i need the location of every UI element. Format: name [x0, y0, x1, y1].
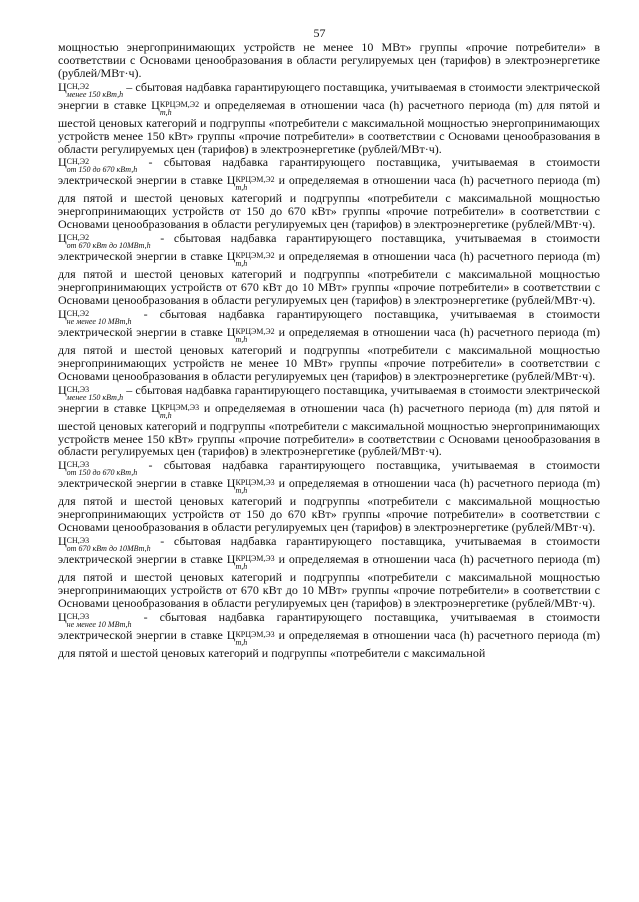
tariff-symbol: Ц СН,Э3 от 670 кВт до 10МВт,h — [58, 534, 151, 554]
rate-symbol: Ц КРЦЭМ,Э2 m,h — [226, 249, 275, 269]
rate-symbol: Ц КРЦЭМ,Э3 m,h — [151, 400, 200, 420]
definition-paragraph — [58, 81, 600, 156]
definition-text: - сбытовая надбавка гарантирующего поставщика, учитываемая в стоимости электрической энергии в ставке — [58, 534, 600, 567]
definition-text: – сбытовая надбавка гарантирующего поставщика, учитываемая в стоимости электрической энергии в ставке — [58, 382, 600, 415]
rate-symbol: Ц КРЦЭМ,Э2 m,h — [151, 97, 200, 117]
page-number: 57 — [313, 26, 326, 40]
rate-symbol: Ц КРЦЭМ,Э2 m,h — [226, 324, 275, 344]
rate-symbol: Ц КРЦЭМ,Э3 m,h — [226, 627, 275, 647]
tariff-symbol: Ц СН,Э3 менее 150 кВт,h — [58, 382, 124, 402]
definition-paragraph — [58, 611, 600, 660]
definition-text-continued: и определяемая в отношении часа (h) расчетного периода (m) для пятой и шестой ценовых категорий и подгруппы «потребители с максимальной мощностью энергопринимающих устройств от 670 кВт до 10 МВт» группы «прочие потребители» в соответствии с Основами ценообразования в области регулируемых цен (тарифов) в электроэнергетике (рублей/МВт·ч). — [58, 249, 600, 307]
definition-text: - сбытовая надбавка гарантирующего поставщика, учитываемая в стоимости электрической энергии в ставке — [58, 306, 600, 339]
tariff-symbol: Ц СН,Э2 менее 150 кВт,h — [58, 79, 124, 99]
paragraph-text: мощностью энергопринимающих устройств не менее 10 МВт» группы «прочие потребители» в соответствии с Основами ценообразования в области регулируемых цен (тарифов) в электроэнергетике (рублей/МВт·ч). — [58, 40, 600, 80]
rate-symbol: Ц КРЦЭМ,Э2 m,h — [226, 173, 275, 193]
tariff-symbol: Ц СН,Э2 от 150 до 670 кВт,h — [58, 155, 138, 175]
document-body — [58, 41, 600, 661]
definition-text-continued: и определяемая в отношении часа (h) расчетного периода (m) для пятой и шестой ценовых категорий и подгруппы «потребители с максимальной мощностью энергопринимающих устройств от 150 до 670 кВт» группы «прочие потребители» в соответствии с Основами ценообразования в области регулируемых цен (тарифов) в электроэнергетике (рублей/МВт·ч). — [58, 173, 600, 232]
tariff-symbol: Ц СН,Э3 от 150 до 670 кВт,h — [58, 458, 138, 478]
rate-symbol: Ц КРЦЭМ,Э3 m,h — [226, 476, 275, 496]
definition-text: - сбытовая надбавка гарантирующего поставщика, учитываемая в стоимости электрической энергии в ставке — [58, 155, 600, 188]
definition-text: - сбытовая надбавка гарантирующего поставщика, учитываемая в стоимости электрической энергии в ставке — [58, 458, 600, 491]
definition-text: - сбытовая надбавка гарантирующего поставщика, учитываемая в стоимости электрической энергии в ставке — [58, 609, 600, 642]
definition-text-continued: и определяемая в отношении часа (h) расчетного периода (m) для пятой и шестой ценовых категорий и подгруппы «потребители с максимальной мощностью энергопринимающих устройств от 150 до 670 кВт» группы «прочие потребители» в соответствии с Основами ценообразования в области регулируемых цен (тарифов) в электроэнергетике (рублей/МВт·ч). — [58, 476, 600, 535]
definition-paragraph — [58, 384, 600, 459]
definition-paragraph — [58, 156, 600, 231]
definition-text: - сбытовая надбавка гарантирующего поставщика, учитываемая в стоимости электрической энергии в ставке — [58, 231, 600, 264]
definition-text-continued: и определяемая в отношении часа (h) расчетного периода (m) для пятой и шестой ценовых категорий и подгруппы «потребители с максимальной — [58, 627, 600, 660]
rate-symbol: Ц КРЦЭМ,Э3 m,h — [226, 552, 275, 572]
definition-paragraph — [58, 308, 600, 383]
definition-paragraph — [58, 232, 600, 307]
tariff-symbol: Ц СН,Э2 не менее 10 МВт,h — [58, 306, 132, 326]
definition-text-continued: и определяемая в отношении часа (h) расчетного периода (m) для пятой и шестой ценовых категорий и подгруппы «потребители с максимальной мощностью энергопринимающих устройств менее 150 кВт» группы «прочие потребители» в соответствии с Основами ценообразования в области регулируемых цен (тарифов) в электроэнергетике (рублей/МВт·ч). — [58, 400, 600, 459]
tariff-symbol: Ц СН,Э2 от 670 кВт до 10МВт,h — [58, 231, 151, 251]
paragraph-continuation — [58, 41, 600, 80]
tariff-symbol: Ц СН,Э3 не менее 10 МВт,h — [58, 609, 132, 629]
definition-paragraph — [58, 535, 600, 610]
definition-text-continued: и определяемая в отношении часа (h) расчетного периода (m) для пятой и шестой ценовых категорий и подгруппы «потребители с максимальной мощностью энергопринимающих устройств от 670 кВт до 10 МВт» группы «прочие потребители» в соответствии с Основами ценообразования в области регулируемых цен (тарифов) в электроэнергетике (рублей/МВт·ч). — [58, 552, 600, 610]
definition-text-continued: и определяемая в отношении часа (h) расчетного периода (m) для пятой и шестой ценовых категорий и подгруппы «потребители с максимальной мощностью энергопринимающих устройств менее 150 кВт» группы «прочие потребители» в соответствии с Основами ценообразования в области регулируемых цен (тарифов) в электроэнергетике (рублей/МВт·ч). — [58, 97, 600, 156]
definition-paragraph — [58, 459, 600, 534]
definition-text-continued: и определяемая в отношении часа (h) расчетного периода (m) для пятой и шестой ценовых категорий и подгруппы «потребители с максимальной мощностью энергопринимающих устройств не менее 10 МВт» группы «прочие потребители» в соответствии с Основами ценообразования в области регулируемых цен (тарифов) в электроэнергетике (рублей/МВт·ч). — [58, 324, 600, 383]
definition-text: – сбытовая надбавка гарантирующего поставщика, учитываемая в стоимости электрической энергии в ставке — [58, 79, 600, 112]
